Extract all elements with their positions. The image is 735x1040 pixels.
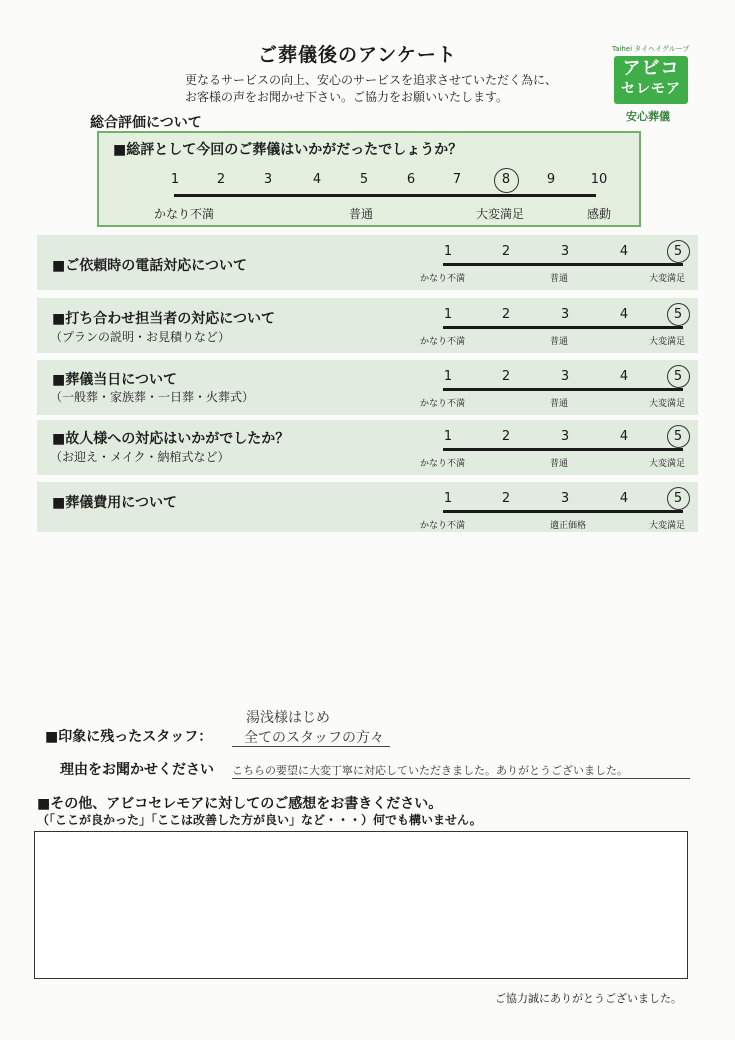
staff-underline <box>232 746 390 747</box>
question-scale-number: 4 <box>619 491 629 506</box>
overall-label-high: 大変満足 <box>476 207 525 221</box>
question-scale-number: 1 <box>443 429 453 444</box>
overall-scale-number: 8 <box>501 172 511 187</box>
logo-line-1: アビコ <box>622 58 680 79</box>
question-scale-label: 普通 <box>550 337 569 347</box>
closing-message: ご協力誠にありがとうございました。 <box>495 992 682 1005</box>
question-box-3 <box>37 360 698 415</box>
question-scale-line <box>443 388 683 391</box>
question-title-4: ■故人様への対応はいかがでしたか？ <box>52 431 290 447</box>
question-scale-number: 2 <box>501 491 511 506</box>
question-scale-number: 3 <box>560 369 570 384</box>
question-scale-label: かなり不満 <box>420 399 466 409</box>
question-scale-number: 5 <box>673 429 683 444</box>
page-title: ご葬儀後のアンケート <box>258 44 457 66</box>
question-scale-label: 適正価格 <box>550 521 587 531</box>
intro-line-1: 更なるサービスの向上、安心のサービスを追求させていただく為に、 <box>185 73 558 87</box>
question-scale-label: 大変満足 <box>649 399 686 409</box>
overall-rating-box <box>97 131 641 227</box>
question-scale-number: 3 <box>560 491 570 506</box>
question-scale-label: かなり不満 <box>420 337 466 347</box>
staff-label: ■印象に残ったスタッフ： <box>45 729 213 745</box>
overall-question: ■総評として今回のご葬儀はいかがだったでしょうか？ <box>113 142 463 158</box>
question-scale-line <box>443 326 683 329</box>
group-logo-text: Taihei タイヘイグループ <box>612 45 690 53</box>
staff-handwritten-line-1: 湯浅様はじめ <box>246 710 330 726</box>
question-scale-number: 1 <box>443 244 453 259</box>
question-scale-label: かなり不満 <box>420 274 466 284</box>
question-selected-circle <box>667 303 690 326</box>
question-title-5: ■葬儀費用について <box>52 495 177 511</box>
question-scale-number: 3 <box>560 307 570 322</box>
question-scale-number: 5 <box>673 491 683 506</box>
reason-handwritten: こちらの要望に大変丁寧に対応していただきました。ありがとうございました。 <box>232 764 628 777</box>
overall-scale-number: 6 <box>406 172 416 187</box>
question-scale-number: 5 <box>673 307 683 322</box>
overall-scale-number: 10 <box>590 172 608 187</box>
other-heading: ■その他、アビコセレモアに対してのご感想をお書きください。 <box>37 796 443 812</box>
question-scale-number: 2 <box>501 244 511 259</box>
question-scale-number: 2 <box>501 369 511 384</box>
question-subtitle-2: （プランの説明・お見積りなど） <box>50 330 231 344</box>
comment-box[interactable] <box>34 831 688 979</box>
question-selected-circle <box>667 365 690 388</box>
overall-scale-number: 7 <box>452 172 462 187</box>
overall-label-top: 感動 <box>587 207 612 221</box>
reason-underline <box>232 778 690 779</box>
question-title-2: ■打ち合わせ担当者の対応について <box>52 311 275 327</box>
question-scale-number: 4 <box>619 244 629 259</box>
question-scale-line <box>443 263 683 266</box>
reason-label: 理由をお聞かせください <box>60 762 214 778</box>
overall-label-low: かなり不満 <box>154 207 215 221</box>
overall-scale-number: 4 <box>312 172 322 187</box>
overall-label-mid: 普通 <box>349 207 374 221</box>
question-scale-number: 1 <box>443 491 453 506</box>
overall-selected-circle <box>494 168 519 193</box>
question-scale-number: 3 <box>560 429 570 444</box>
other-subheading: （「ここが良かった」「ここは改善した方が良い」など・・・）何でも構いません。 <box>37 813 482 827</box>
question-scale-label: 普通 <box>550 399 569 409</box>
question-subtitle-4: （お迎え・メイク・納棺式など） <box>50 450 230 464</box>
staff-handwritten-line-2: 全てのスタッフの方々 <box>244 730 384 746</box>
question-scale-label: かなり不満 <box>420 459 466 469</box>
question-scale-number: 2 <box>501 429 511 444</box>
question-scale-label: 大変満足 <box>649 459 686 469</box>
company-logo <box>614 56 688 104</box>
question-scale-line <box>443 448 683 451</box>
logo-line-2: セレモア <box>621 81 681 97</box>
question-subtitle-3: （一般葬・家族葬・一日葬・火葬式） <box>50 390 255 404</box>
overall-scale-line <box>174 194 596 197</box>
question-scale-number: 4 <box>619 429 629 444</box>
question-box-4 <box>37 420 698 475</box>
question-box-5 <box>37 482 698 532</box>
question-scale-number: 1 <box>443 307 453 322</box>
question-scale-label: 普通 <box>550 459 569 469</box>
question-scale-label: 大変満足 <box>649 337 686 347</box>
overall-scale-number: 5 <box>359 172 369 187</box>
question-scale-number: 1 <box>443 369 453 384</box>
question-title-3: ■葬儀当日について <box>52 372 177 388</box>
question-box-1 <box>37 235 698 290</box>
question-scale-number: 3 <box>560 244 570 259</box>
question-scale-label: かなり不満 <box>420 521 466 531</box>
intro-line-2: お客様の声をお聞かせ下さい。ご協力をお願いいたします。 <box>185 90 509 104</box>
question-selected-circle <box>667 425 690 448</box>
question-scale-label: 大変満足 <box>649 274 686 284</box>
question-box-2 <box>37 298 698 353</box>
question-scale-number: 5 <box>673 369 683 384</box>
logo-tagline: 安心葬儀 <box>626 110 670 123</box>
question-selected-circle <box>667 487 690 510</box>
question-title-1: ■ご依頼時の電話対応について <box>52 258 247 274</box>
question-scale-line <box>443 510 683 513</box>
question-selected-circle <box>667 240 690 263</box>
question-scale-number: 4 <box>619 307 629 322</box>
question-scale-label: 普通 <box>550 274 569 284</box>
overall-scale-number: 2 <box>216 172 226 187</box>
overall-scale-number: 3 <box>263 172 273 187</box>
overall-scale-number: 1 <box>170 172 180 187</box>
question-scale-number: 5 <box>673 244 683 259</box>
question-scale-number: 2 <box>501 307 511 322</box>
overall-section-heading: 総合評価について <box>90 115 202 131</box>
question-scale-label: 大変満足 <box>649 521 686 531</box>
overall-scale-number: 9 <box>546 172 556 187</box>
question-scale-number: 4 <box>619 369 629 384</box>
